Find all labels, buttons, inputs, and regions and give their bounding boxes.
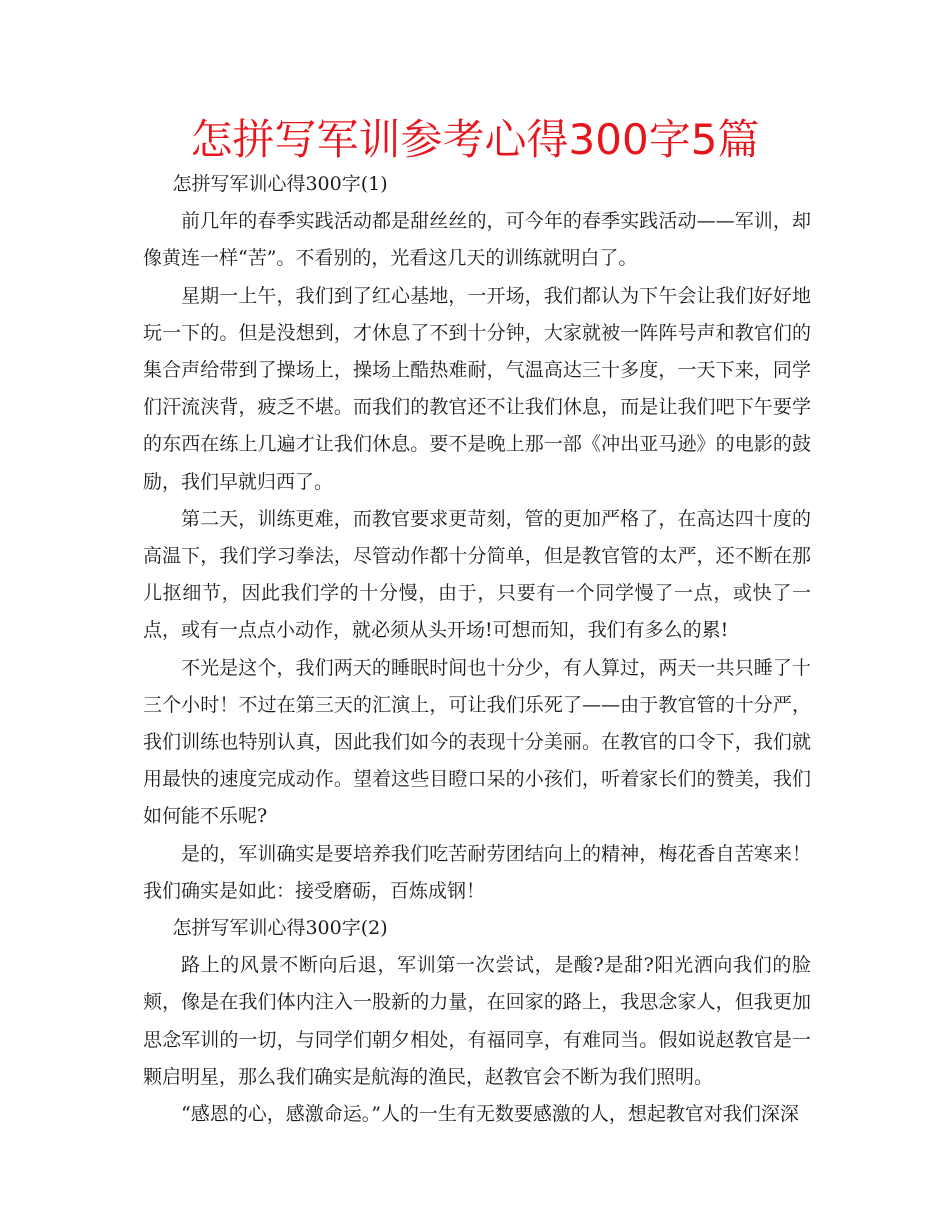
section-heading-1: 怎拼写军训心得300字(1): [172, 173, 388, 195]
paragraph: 前几年的春季实践活动都是甜丝丝的，可今年的春季实践活动——军训，却像黄连一样“苦”。不看别的，光看这几天的训练就明白了。: [143, 210, 811, 270]
paragraph: 是的，军训确实是要培养我们吃苦耐劳团结向上的精神，梅花香自苦寒来！我们确实是如此：接受磨砺，百炼成钢！: [143, 842, 811, 902]
document-title: 怎拼写军训参考心得300字5篇: [190, 115, 760, 164]
document-body: [143, 166, 811, 1133]
section-heading-2: 怎拼写军训心得300字(2): [172, 917, 388, 940]
paragraph: 路上的风景不断向后退，军训第一次尝试，是酸?是甜?阳光洒向我们的脸颊，像是在我们体内注入一股新的力量，在回家的路上，我思念家人，但我更加思念军训的一切，与同学们朝夕相处，有福同享，有难同当。假如说赵教官是一颗启明星，那么我们确实是航海的渔民，赵教官会不断为我们照明。: [143, 954, 811, 1088]
paragraph: 星期一上午，我们到了红心基地，一开场，我们都认为下午会让我们好好地玩一下的。但是没想到，才休息了不到十分钟，大家就被一阵阵号声和教官们的集合声给带到了操场上，操场上酷热难耐，气温高达三十多度，一天下来，同学们汗流浃背，疲乏不堪。而我们的教官还不让我们休息，而是让我们吧下午要学的东西在练上几遍才让我们休息。要不是晚上那一部《冲出亚马逊》的电影的鼓励，我们早就归西了。: [143, 284, 811, 493]
paragraph: 第二天，训练更难，而教官要求更苛刻，管的更加严格了，在高达四十度的高温下，我们学习拳法，尽管动作都十分简单，但是教官管的太严，还不断在那儿抠细节，因此我们学的十分慢，由于，只要有一个同学慢了一点，或快了一点，或有一点点小动作，就必须从头开场!可想而知，我们有多么的累!: [143, 507, 811, 642]
paragraph: 不光是这个，我们两天的睡眠时间也十分少，有人算过，两天一共只睡了十三个小时！不过在第三天的汇演上，可让我们乐死了——由于教官管的十分严，我们训练也特别认真，因此我们如今的表现十分美丽。在教官的口令下，我们就用最快的速度完成动作。望着这些目瞪口呆的小孩们，听着家长们的赞美，我们如何能不乐呢?: [143, 656, 811, 828]
paragraph: “感恩的心，感激命运。”人的一生有无数要感激的人，想起教官对我们深深: [181, 1103, 799, 1126]
